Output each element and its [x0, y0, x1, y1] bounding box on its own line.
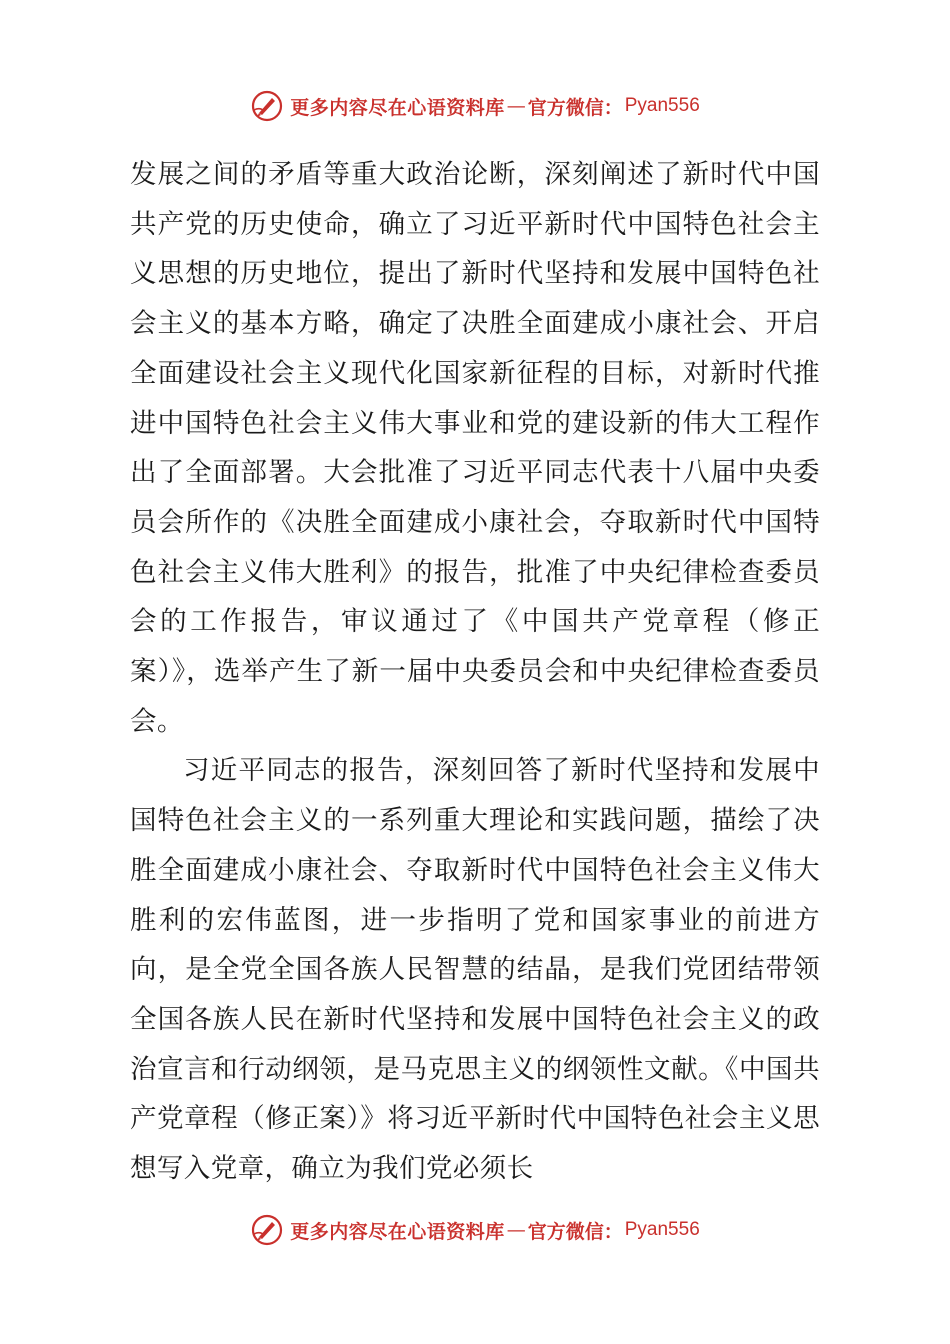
- watermark-label: 官方微信：: [527, 96, 623, 119]
- watermark-text: 更多内容尽在心语资料库: [290, 1220, 505, 1243]
- pen-logo-icon: [250, 1213, 284, 1247]
- paragraph-2: 习近平同志的报告，深刻回答了新时代坚持和发展中国特色社会主义的一系列重大理论和实践问题，描绘了决胜全面建成小康社会、夺取新时代中国特色社会主义伟大胜利的宏伟蓝图，进一步指明了党和国家事业的前进方向，是全党全国各族人民智慧的结晶，是我们党团结带领全国各族人民在新时代坚持和发展中国特色社会主义的政治宣言和行动纲领，是马克思主义的纲领性文献。《中国共产党章程（修正案）》将习近平新时代中国特色社会主义思想写入党章，确立为我们党必须长: [130, 755, 820, 1185]
- watermark-separator: —: [506, 95, 526, 117]
- watermark-wechat-id: Pyan556: [624, 95, 700, 116]
- watermark-separator: —: [506, 1219, 526, 1241]
- pen-logo-icon: [250, 89, 284, 123]
- watermark-text: 更多内容尽在心语资料库: [290, 96, 505, 119]
- watermark-wechat-id: Pyan556: [624, 1219, 700, 1240]
- header-watermark: [0, 86, 950, 126]
- watermark-label: 官方微信：: [527, 1220, 623, 1243]
- footer-watermark: [0, 1210, 950, 1250]
- paragraph-1: 发展之间的矛盾等重大政治论断，深刻阐述了新时代中国共产党的历史使命，确立了习近平新时代中国特色社会主义思想的历史地位，提出了新时代坚持和发展中国特色社会主义的基本方略，确定了决胜全面建成小康社会、开启全面建设社会主义现代化国家新征程的目标，对新时代推进中国特色社会主义伟大事业和党的建设新的伟大工程作出了全面部署。大会批准了习近平同志代表十八届中央委员会所作的《决胜全面建成小康社会，夺取新时代中国特色社会主义伟大胜利》的报告，批准了中央纪律检查委员会的工作报告，审议通过了《中国共产党章程（修正案）》，选举产生了新一届中央委员会和中央纪律检查委员会。: [130, 159, 820, 737]
- document-body: [130, 150, 820, 1194]
